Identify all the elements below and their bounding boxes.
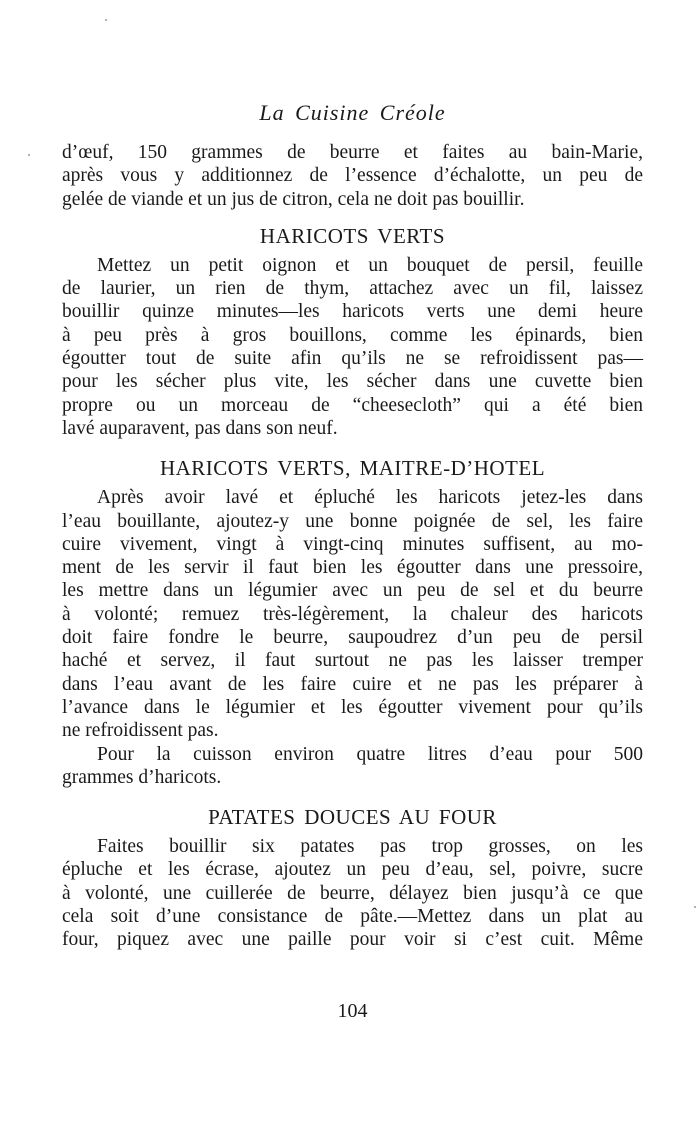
text-line: d’œuf, 150 grammes de beurre et faites au bain-Marie,: [62, 142, 643, 163]
recipe-patates-douces-au-four: [62, 805, 643, 951]
text-line: lavé auparavent, pas dans son neuf.: [62, 417, 338, 439]
recipe-heading: HARICOTS VERTS, MAITRE-D’HOTEL: [159, 456, 546, 481]
text-line: propre ou un morceau de “cheesecloth” qui a été bien: [62, 394, 643, 416]
text-line: cuire vivement, vingt à vingt-cinq minutes suffisent, au mo-: [62, 533, 643, 555]
recipe-paragraph: [62, 486, 643, 742]
text-line: à volonté; remuez très-légèrement, la chaleur des haricots: [62, 603, 643, 625]
text-line: Pour la cuisson environ quatre litres d’eau pour 500: [97, 743, 643, 765]
text-line: doit faire fondre le beurre, saupoudrez d’un peu de persil: [62, 627, 643, 649]
scan-speck: [28, 154, 30, 156]
text-line: les mettre dans un légumier avec un peu de sel et du beurre: [62, 580, 643, 602]
text-line: à peu près à gros bouillons, comme les épinards, bien: [62, 324, 643, 346]
recipe-haricots-verts: [62, 224, 643, 440]
text-line: four, piquez avec une paille pour voir si c’est cuit. Même: [62, 929, 643, 951]
text-line: à volonté, une cuillerée de beurre, délayez bien jusqu’à ce que: [62, 882, 643, 904]
text-line: grammes d’haricots.: [62, 766, 222, 788]
recipe-heading: HARICOTS VERTS: [259, 223, 446, 248]
scan-speck: [694, 906, 696, 908]
text-line: Après avoir lavé et épluché les haricots jetez-les dans: [97, 487, 643, 509]
page-content: [62, 141, 643, 952]
page-number: 104: [337, 1000, 368, 1022]
recipe-haricots-verts-maitre-dhotel: [62, 456, 643, 789]
text-line: l’eau bouillante, ajoutez-y une bonne poignée de sel, les faire: [62, 510, 643, 532]
text-line: dans l’eau avant de les faire cuire et ne pas les préparer à: [62, 673, 643, 695]
text-line: Mettez un petit oignon et un bouquet de persil, feuille: [97, 254, 643, 276]
text-line: épluche et les écrase, ajoutez un peu d’eau, sel, poivre, sucre: [62, 859, 643, 881]
recipe-paragraph: [62, 743, 643, 790]
text-line: gelée de viande et un jus de citron, cela ne doit pas bouillir.: [62, 188, 525, 210]
continuation-paragraph: [62, 141, 643, 211]
scan-speck: [105, 19, 107, 21]
running-head: La Cuisine Créole: [259, 100, 446, 125]
text-line: haché et servez, il faut surtout ne pas les laisser tremper: [62, 650, 643, 672]
text-line: ment de les servir il faut bien les égoutter dans une pressoire,: [62, 557, 643, 579]
text-line: de laurier, un rien de thym, attachez avec un fil, laissez: [62, 278, 643, 300]
recipe-paragraph: [62, 254, 643, 440]
recipe-paragraph: [62, 835, 643, 951]
text-line: égoutter tout de suite afin qu’ils ne se refroidissent pas—: [62, 348, 643, 370]
recipe-heading: PATATES DOUCES AU FOUR: [208, 805, 497, 830]
text-line: l’avance dans le légumier et les égoutter vivement pour qu’ils: [62, 696, 643, 718]
text-line: Faites bouillir six patates pas trop grosses, on les: [97, 836, 643, 858]
text-line: cela soit d’une consistance de pâte.—Mettez dans un plat au: [62, 906, 643, 928]
text-line: bouillir quinze minutes—les haricots verts une demi heure: [62, 301, 643, 323]
text-line: pour les sécher plus vite, les sécher dans une cuvette bien: [62, 371, 643, 393]
text-line: ne refroidissent pas.: [62, 720, 219, 742]
text-line: après vous y additionnez de l’essence d’échalotte, un peu de: [62, 165, 643, 187]
